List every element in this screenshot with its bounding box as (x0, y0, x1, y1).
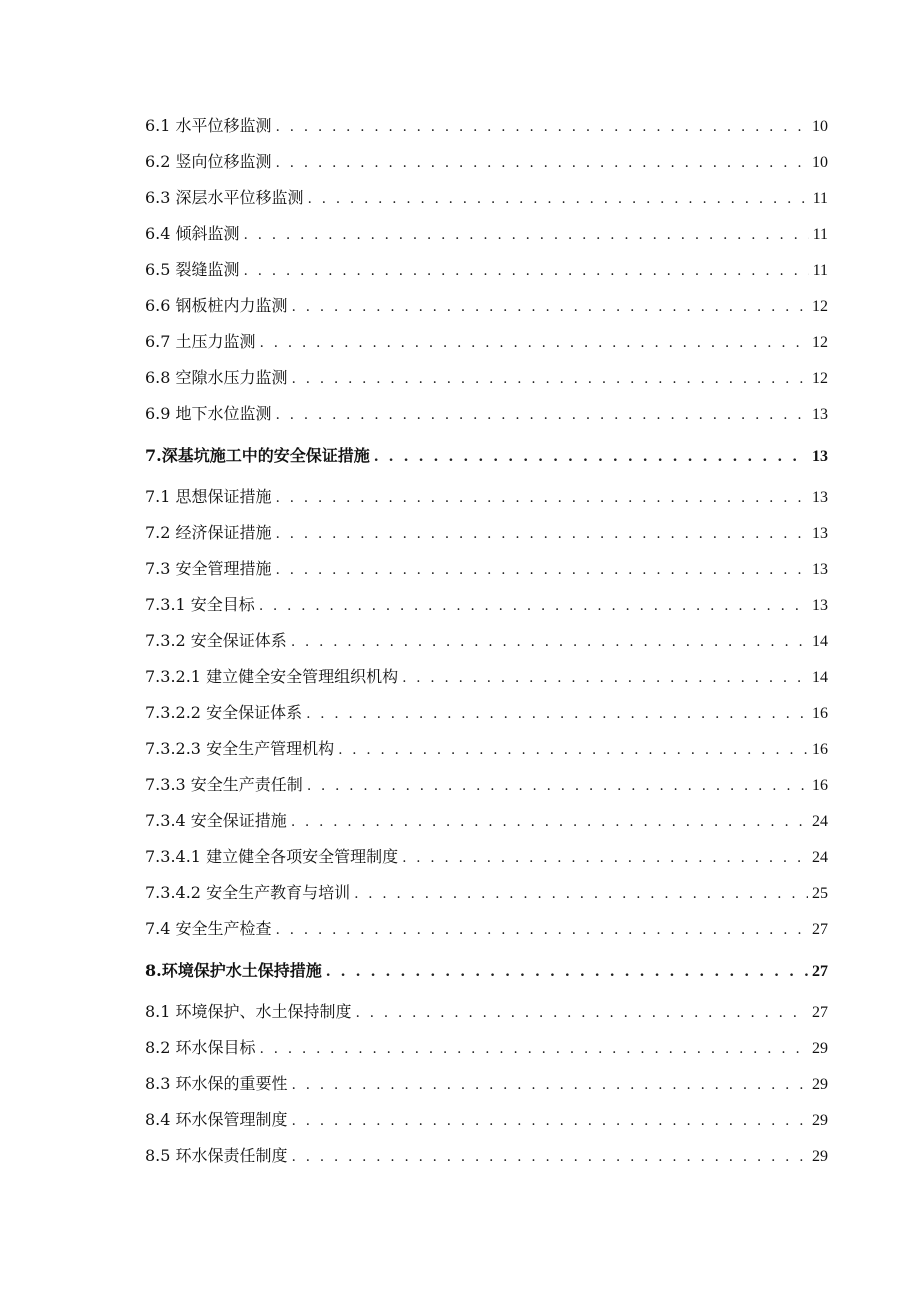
toc-entry[interactable] (145, 695, 828, 731)
dot-leader (356, 995, 808, 1031)
toc-entry[interactable] (145, 180, 828, 216)
toc-entry[interactable] (145, 216, 828, 252)
toc-entry-title: 7.2 经济保证措施 (145, 523, 272, 542)
dot-leader (244, 253, 809, 289)
toc-entry-page: 14 (812, 633, 828, 650)
toc-entry-page: 27 (812, 1004, 828, 1021)
dot-leader (402, 660, 808, 696)
toc-entry-page: 29 (812, 1148, 828, 1165)
toc-entry-title: 7.3.4.2 安全生产教育与培训 (145, 883, 351, 902)
toc-entry[interactable] (145, 1102, 828, 1138)
toc-entry[interactable] (145, 324, 828, 360)
dot-leader (291, 804, 808, 840)
toc-entry-title: 7.3.2 安全保证体系 (145, 631, 287, 650)
dot-leader (276, 397, 808, 433)
toc-entry-page: 29 (812, 1040, 828, 1057)
dot-leader (291, 624, 808, 660)
toc-entry-title: 8.5 环水保责任制度 (145, 1146, 288, 1165)
toc-entry[interactable] (145, 1138, 828, 1174)
toc-entry[interactable] (145, 875, 828, 911)
dot-leader (259, 588, 808, 624)
toc-chapter-entry[interactable] (145, 432, 828, 479)
toc-entry[interactable] (145, 551, 828, 587)
toc-entry[interactable] (145, 803, 828, 839)
toc-entry[interactable] (145, 360, 828, 396)
toc-entry-title: 7.4 安全生产检查 (145, 919, 272, 938)
toc-entry-page: 16 (812, 777, 828, 794)
toc-entry-title: 7.3.2.1 建立健全安全管理组织机构 (145, 667, 399, 686)
toc-entry-title: 8.3 环水保的重要性 (145, 1074, 288, 1093)
toc-chapter-entry[interactable] (145, 947, 828, 994)
toc-entry-title: 7.深基坑施工中的安全保证措施 (145, 446, 370, 465)
toc-entry[interactable] (145, 839, 828, 875)
dot-leader (276, 552, 808, 588)
toc-entry-page: 16 (812, 705, 828, 722)
toc-entry-title: 6.6 钢板桩内力监测 (145, 296, 288, 315)
toc-entry-title: 6.2 竖向位移监测 (145, 152, 272, 171)
toc-entry[interactable] (145, 108, 828, 144)
toc-entry-page: 13 (812, 597, 828, 614)
dot-leader (244, 217, 809, 253)
toc-entry-page: 13 (812, 561, 828, 578)
toc-entry-title: 7.3.4.1 建立健全各项安全管理制度 (145, 847, 399, 866)
dot-leader (326, 949, 808, 996)
toc-entry[interactable] (145, 731, 828, 767)
toc-entry-title: 7.3.4 安全保证措施 (145, 811, 287, 830)
toc-entry[interactable] (145, 767, 828, 803)
toc-entry-title: 6.1 水平位移监测 (145, 116, 272, 135)
dot-leader (306, 696, 808, 732)
toc-entry-title: 6.5 裂缝监测 (145, 260, 240, 279)
toc-entry-page: 29 (812, 1112, 828, 1129)
toc-entry[interactable] (145, 1030, 828, 1066)
dot-leader (260, 1031, 808, 1067)
toc-entry-title: 7.3 安全管理措施 (145, 559, 272, 578)
toc-entry-title: 6.9 地下水位监测 (145, 404, 272, 423)
toc-entry[interactable] (145, 396, 828, 432)
toc-entry-page: 27 (812, 921, 828, 938)
toc-entry-page: 10 (812, 118, 828, 135)
toc-entry-page: 13 (812, 489, 828, 506)
toc-entry-title: 8.1 环境保护、水土保持制度 (145, 1002, 352, 1021)
dot-leader (292, 289, 808, 325)
toc-entry[interactable] (145, 288, 828, 324)
toc-entry-page: 12 (812, 370, 828, 387)
toc-entry-title: 8.环境保护水土保持措施 (145, 961, 322, 980)
toc-entry[interactable] (145, 1066, 828, 1102)
toc-entry-title: 6.3 深层水平位移监测 (145, 188, 304, 207)
toc-entry-title: 8.4 环水保管理制度 (145, 1110, 288, 1129)
toc-entry-page: 29 (812, 1076, 828, 1093)
toc-entry-page: 13 (812, 406, 828, 423)
toc-entry[interactable] (145, 911, 828, 947)
table-of-contents (145, 108, 828, 1174)
dot-leader (307, 768, 808, 804)
toc-entry-title: 7.3.2.2 安全保证体系 (145, 703, 303, 722)
toc-entry[interactable] (145, 252, 828, 288)
dot-leader (276, 145, 808, 181)
toc-entry-title: 7.3.3 安全生产责任制 (145, 775, 303, 794)
dot-leader (354, 876, 808, 912)
toc-entry-page: 24 (812, 813, 828, 830)
toc-entry[interactable] (145, 479, 828, 515)
dot-leader (402, 840, 808, 876)
dot-leader (292, 361, 808, 397)
toc-entry-title: 6.8 空隙水压力监测 (145, 368, 288, 387)
dot-leader (374, 434, 808, 481)
toc-entry[interactable] (145, 144, 828, 180)
dot-leader (292, 1067, 808, 1103)
toc-entry-page: 11 (812, 262, 828, 279)
dot-leader (276, 109, 808, 145)
dot-leader (292, 1139, 808, 1175)
toc-entry-page: 12 (812, 298, 828, 315)
toc-entry-page: 27 (812, 963, 828, 980)
dot-leader (276, 516, 808, 552)
dot-leader (292, 1103, 808, 1139)
toc-entry[interactable] (145, 587, 828, 623)
toc-entry-page: 13 (812, 448, 828, 465)
toc-entry[interactable] (145, 994, 828, 1030)
toc-entry-title: 6.7 土压力监测 (145, 332, 256, 351)
toc-entry-page: 11 (812, 226, 828, 243)
toc-entry-page: 25 (812, 885, 828, 902)
dot-leader (308, 181, 809, 217)
toc-entry-title: 8.2 环水保目标 (145, 1038, 256, 1057)
toc-entry-page: 14 (812, 669, 828, 686)
toc-entry[interactable] (145, 659, 828, 695)
toc-entry-page: 12 (812, 334, 828, 351)
toc-entry-title: 7.3.2.3 安全生产管理机构 (145, 739, 335, 758)
toc-entry-page: 16 (812, 741, 828, 758)
toc-entry-page: 10 (812, 154, 828, 171)
toc-entry-page: 11 (812, 190, 828, 207)
toc-entry[interactable] (145, 623, 828, 659)
dot-leader (338, 732, 808, 768)
dot-leader (276, 912, 808, 948)
toc-entry-title: 6.4 倾斜监测 (145, 224, 240, 243)
toc-entry-title: 7.1 思想保证措施 (145, 487, 272, 506)
toc-entry[interactable] (145, 515, 828, 551)
toc-entry-page: 13 (812, 525, 828, 542)
dot-leader (276, 480, 808, 516)
dot-leader (260, 325, 808, 361)
toc-entry-page: 24 (812, 849, 828, 866)
toc-entry-title: 7.3.1 安全目标 (145, 595, 255, 614)
